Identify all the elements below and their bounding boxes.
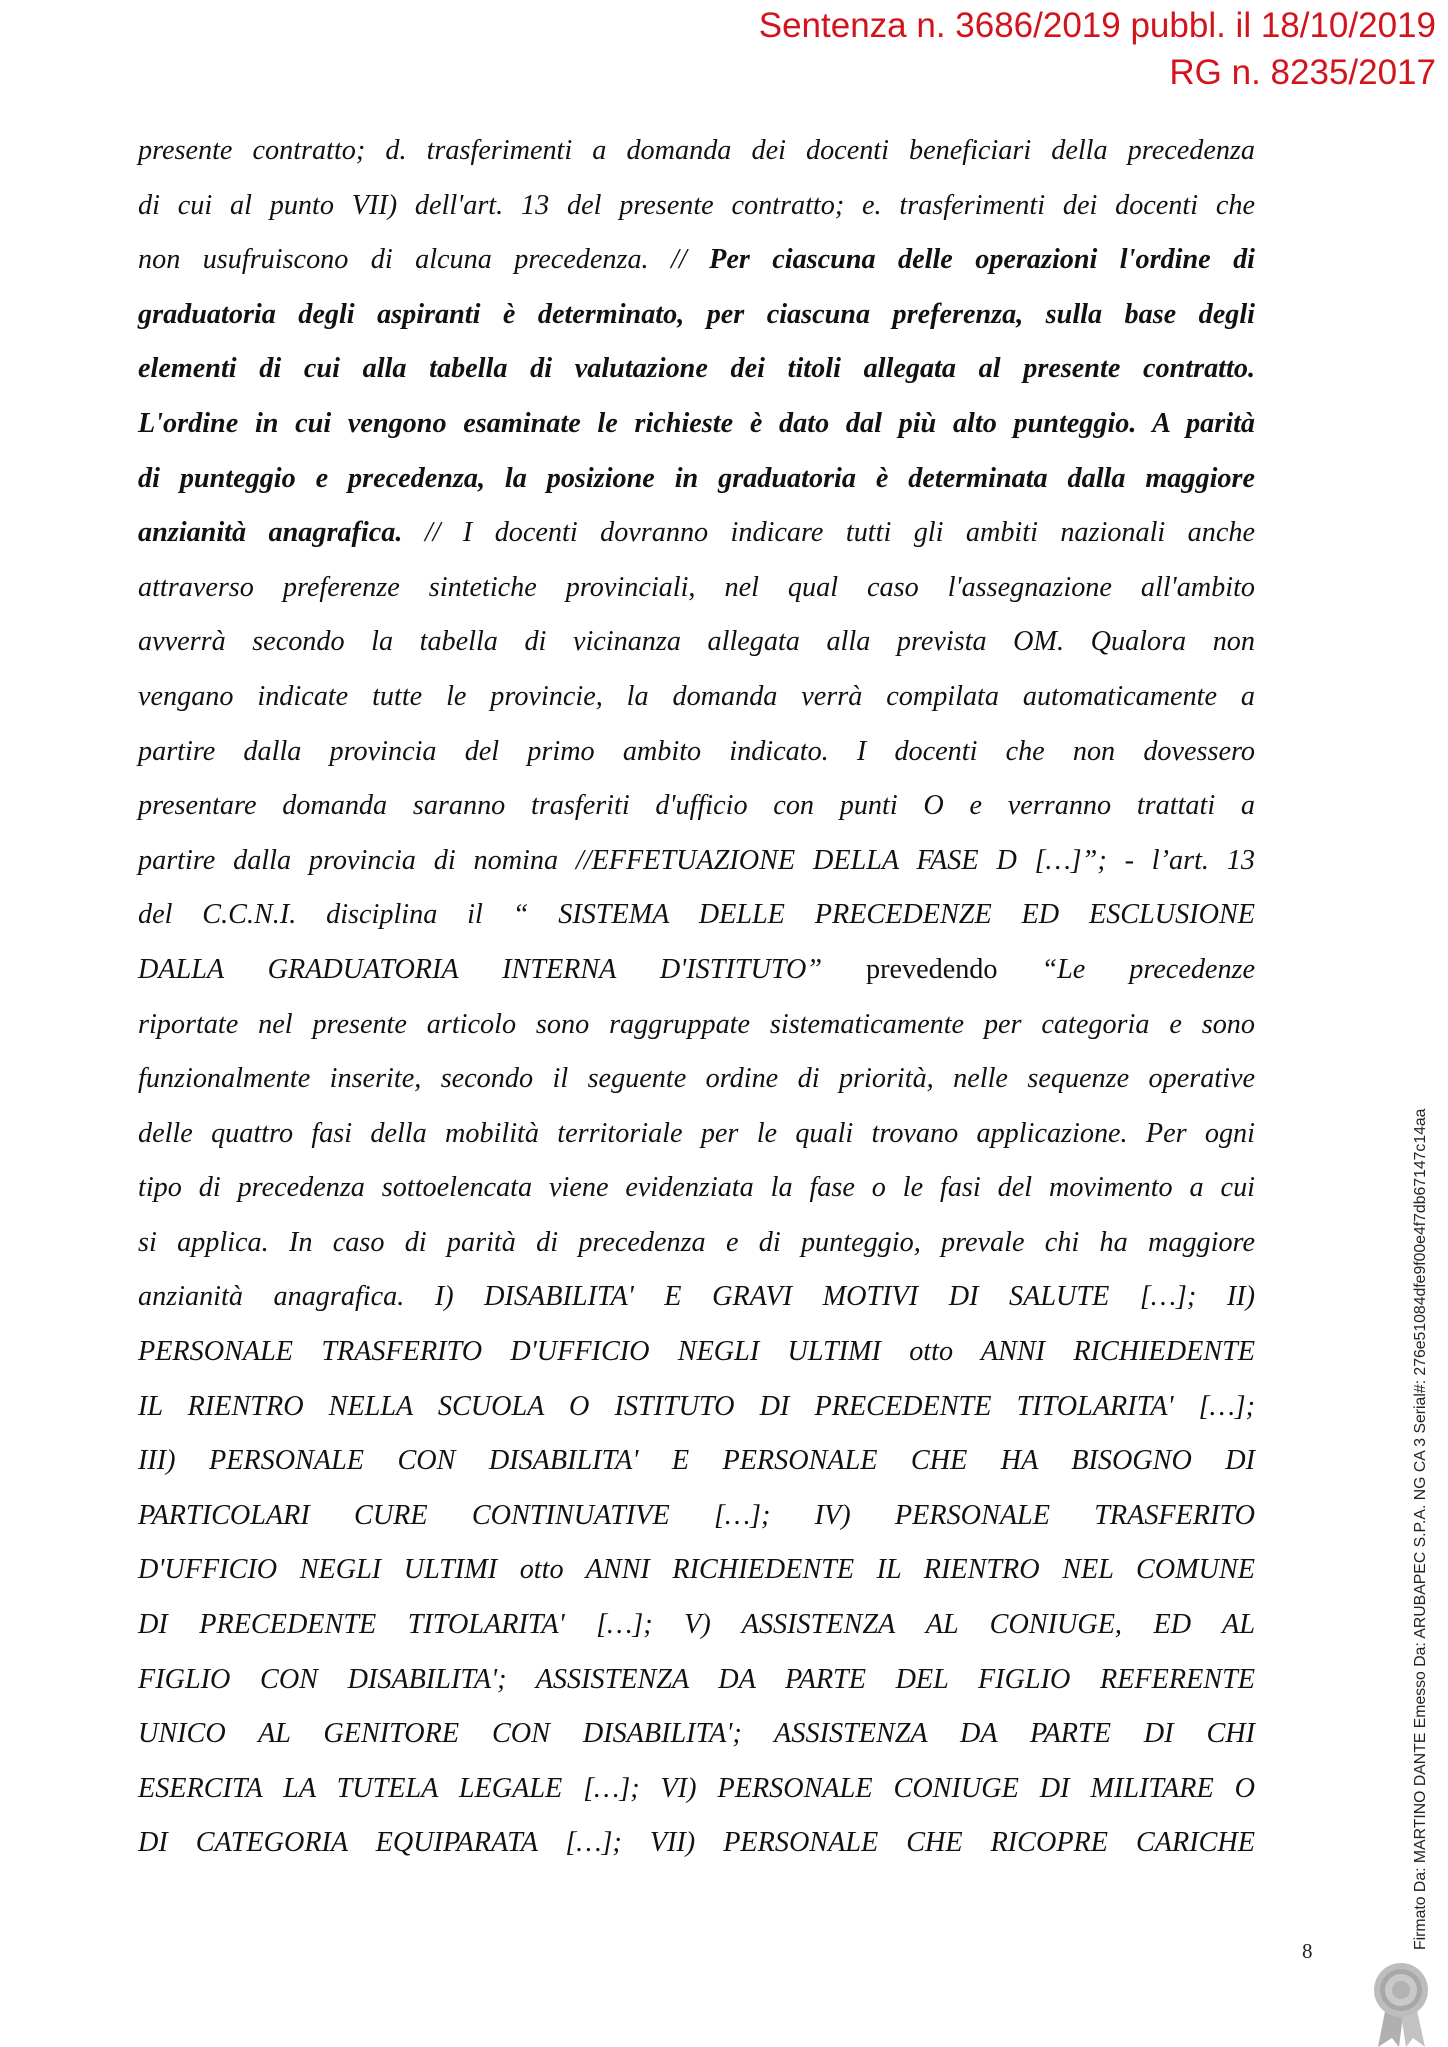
sentence-reference: Sentenza n. 3686/2019 pubbl. il 18/10/2019 bbox=[758, 6, 1436, 45]
text-line: ESERCITA LA TUTELA LEGALE […]; VI) PERSONALE CONIUGE DI MILITARE O bbox=[138, 1772, 1255, 1804]
text-line: vengano indicate tutte le provincie, la domanda verrà compilata automaticamente a bbox=[138, 680, 1255, 712]
text-line: III) PERSONALE CON DISABILITA' E PERSONALE CHE HA BISOGNO DI bbox=[138, 1445, 1255, 1477]
text-line: funzionalmente inserite, secondo il seguente ordine di priorità, nelle sequenze operative bbox=[138, 1063, 1255, 1095]
document-body bbox=[138, 124, 1255, 1871]
text-line: DALLA GRADUATORIA INTERNA D'ISTITUTO” prevedendo “Le precedenze bbox=[138, 953, 1256, 985]
text-line: partire dalla provincia del primo ambito indicato. I docenti che non dovessero bbox=[138, 735, 1255, 767]
text-line: graduatoria degli aspiranti è determinato, per ciascuna preferenza, sulla base degli bbox=[138, 298, 1255, 330]
text-line: non usufruiscono di alcuna precedenza. // Per ciascuna delle operazioni l'ordine di bbox=[138, 244, 1255, 276]
case-number: RG n. 8235/2017 bbox=[1169, 53, 1436, 92]
text-line: attraverso preferenze sintetiche provinciali, nel qual caso l'assegnazione all'ambito bbox=[138, 571, 1255, 603]
text-line: avverrà secondo la tabella di vicinanza allegata alla prevista OM. Qualora non bbox=[138, 626, 1255, 658]
text-line: presentare domanda saranno trasferiti d'ufficio con punti O e verranno trattati a bbox=[138, 790, 1255, 822]
text-line: elementi di cui alla tabella di valutazione dei titoli allegata al presente contratto. bbox=[138, 353, 1255, 385]
text-line: PERSONALE TRASFERITO D'UFFICIO NEGLI ULTIMI otto ANNI RICHIEDENTE bbox=[138, 1336, 1255, 1368]
text-line: partire dalla provincia di nomina //EFFETUAZIONE DELLA FASE D […]”; - l’art. 13 bbox=[138, 844, 1255, 876]
digital-signature-stamp: Firmato Da: MARTINO DANTE Emesso Da: ARUBAPEC S.P.A. NG CA 3 Serial#: 276e51084dfe9f00e4f7db67147c14aa bbox=[1412, 1108, 1429, 1950]
text-line: tipo di precedenza sottoelencata viene evidenziata la fase o le fasi del movimento a cui bbox=[138, 1172, 1255, 1204]
text-line: FIGLIO CON DISABILITA'; ASSISTENZA DA PARTE DEL FIGLIO REFERENTE bbox=[138, 1663, 1255, 1695]
text-line: riportate nel presente articolo sono raggruppate sistematicamente per categoria e sono bbox=[138, 1008, 1255, 1040]
text-line: delle quattro fasi della mobilità territoriale per le quali trovano applicazione. Per ogni bbox=[138, 1117, 1255, 1149]
text-line: UNICO AL GENITORE CON DISABILITA'; ASSISTENZA DA PARTE DI CHI bbox=[138, 1718, 1255, 1750]
text-line: anzianità anagrafica. I) DISABILITA' E GRAVI MOTIVI DI SALUTE […]; II) bbox=[138, 1281, 1255, 1313]
document-header bbox=[759, 2, 1436, 96]
text-line: presente contratto; d. trasferimenti a domanda dei docenti beneficiari della precedenza bbox=[138, 135, 1255, 166]
text-line: IL RIENTRO NELLA SCUOLA O ISTITUTO DI PRECEDENTE TITOLARITA' […]; bbox=[138, 1390, 1255, 1422]
text-line: D'UFFICIO NEGLI ULTIMI otto ANNI RICHIEDENTE IL RIENTRO NEL COMUNE bbox=[138, 1554, 1255, 1586]
text-line: L'ordine in cui vengono esaminate le richieste è dato dal più alto punteggio. A parità bbox=[138, 407, 1255, 439]
text-line: DI CATEGORIA EQUIPARATA […]; VII) PERSONALE CHE RICOPRE CARICHE bbox=[138, 1827, 1255, 1859]
text-line: si applica. In caso di parità di precedenza e di punteggio, prevale chi ha maggiore bbox=[138, 1226, 1255, 1258]
text-line: anzianità anagrafica. // I docenti dovranno indicare tutti gli ambiti nazionali anche bbox=[138, 517, 1255, 549]
page-number: 8 bbox=[1302, 1939, 1313, 1963]
text-line: DI PRECEDENTE TITOLARITA' […]; V) ASSISTENZA AL CONIUGE, ED AL bbox=[138, 1609, 1255, 1641]
certificate-seal-icon bbox=[1372, 1958, 1430, 2047]
text-line: di punteggio e precedenza, la posizione in graduatoria è determinata dalla maggiore bbox=[138, 462, 1255, 494]
text-line: del C.C.N.I. disciplina il “ SISTEMA DELLE PRECEDENZE ED ESCLUSIONE bbox=[138, 899, 1255, 931]
text-line: di cui al punto VII) dell'art. 13 del presente contratto; e. trasferimenti dei docenti che bbox=[138, 189, 1255, 221]
text-line: PARTICOLARI CURE CONTINUATIVE […]; IV) PERSONALE TRASFERITO bbox=[138, 1499, 1255, 1531]
